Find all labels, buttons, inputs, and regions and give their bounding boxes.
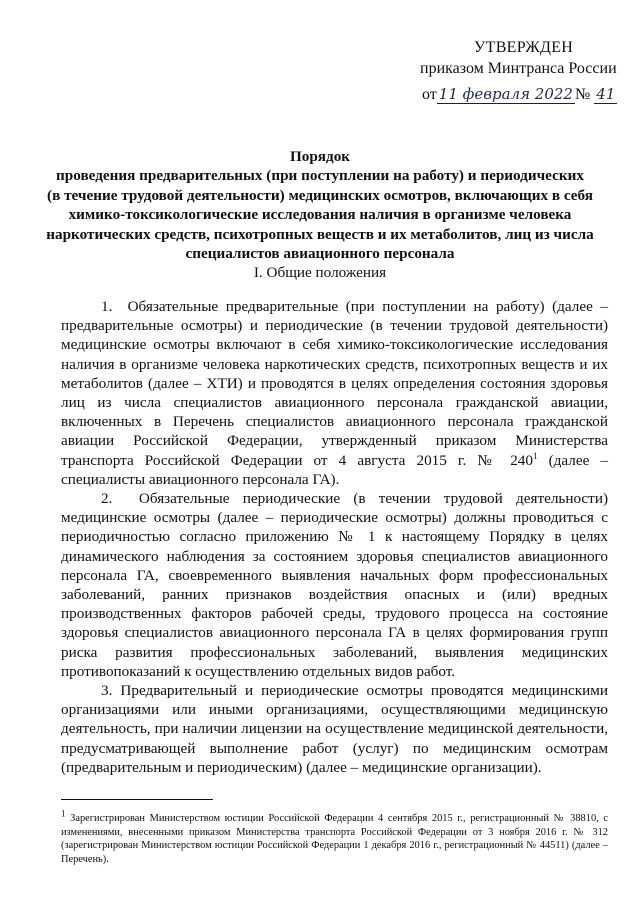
paragraph-3: 3. Предварительный и периодические осмотры проводятся медицинскими организациями или иными организациями, осуществляющими медицинскую деятельность, при наличии лицензии на осуществление медицинской деятельности, предусматривающей выполнение работ (услуг) по медицинским осмотрам (предварительным и периодическим) (далее – медицинские организации).	[61, 682, 608, 776]
section-heading: I. Общие положения	[253, 264, 387, 281]
approval-order: приказом Минтранса России	[420, 60, 617, 77]
title-line: (в течение трудовой деятельности) медицинских осмотров, включающих в себя	[47, 186, 593, 204]
paragraph-1-tail: (далее – специалисты авиационного персонала ГА).	[61, 451, 608, 488]
paragraph-1	[61, 297, 608, 489]
footnote-text: Зарегистрирован Министерством юстиции Российской Федерации 4 сентября 2015 г., регистрационный № 38810, с изменениями, внесенными приказом Министерства транспорта Российской Федерации от 3 ноября 2016 г. № 312 (зарегистрирован Министерством юстиции Российской Федерации 1 декабря 2016 г., регистрационный № 44511) (далее – Перечень).	[61, 813, 608, 865]
approval-dateline	[422, 84, 617, 105]
approval-stamp: УТВЕРЖДЕН	[474, 39, 574, 56]
document-body	[61, 297, 608, 777]
footnote	[61, 808, 608, 866]
title-line: наркотических средств, психотропных веществ и их метаболитов, лиц из числа	[46, 225, 594, 243]
footnote-divider	[61, 799, 213, 800]
footnote-mark: 1	[61, 808, 66, 819]
number-prefix: №	[574, 86, 591, 103]
title-line: проведения предварительных (при поступлении на работу) и периодических	[56, 167, 584, 185]
document-title	[40, 147, 600, 263]
date-prefix: от	[422, 86, 437, 103]
title-line: специалистов авиационного персонала	[185, 245, 455, 263]
title-line: химико-токсикологические исследования наличия в организме человека	[68, 206, 572, 224]
footnote-reference: 1	[533, 450, 538, 461]
handwritten-number: 41	[596, 85, 616, 103]
paragraph-1-text: 1. Обязательные предварительные (при поступлении на работу) (далее – предварительные осмотры) и периодические (в течении трудовой деятельности) медицинские осмотры включают в себя химико-токсикологические исследования наличия в организме человека наркотических средств, психотропных веществ и их метаболитов (далее – ХТИ) и проводятся в целях определения состояния здоровья лиц из числа специалистов авиационного персонала гражданской авиации, включенных в Перечень специалистов авиационного персонала гражданской авиации Российской Федерации, утвержденный приказом Министерства транспорта Российской Федерации от 4 августа 2015 г. № 240	[61, 298, 608, 469]
paragraph-2: 2. Обязательные периодические (в течении трудовой деятельности) медицинские осмотры (далее – периодические осмотры) должны проводиться с периодичностью согласно приложению № 1 к настоящему Порядку в целях динамического наблюдения за состоянием здоровья специалистов авиационного персонала ГА, своевременного выявления начальных форм профессиональных заболеваний, ранних признаков воздействия опасных и (или) вредных производственных факторов рабочей среды, трудового процесса на состояние здоровья специалистов авиационного персонала ГА в целях формирования групп риска развития профессиональных заболеваний, выявления медицинских противопоказаний к осуществлению отдельных видов работ.	[61, 490, 608, 680]
handwritten-date: 11 февраля 2022	[438, 85, 573, 103]
title-heading: Порядок	[289, 148, 351, 165]
